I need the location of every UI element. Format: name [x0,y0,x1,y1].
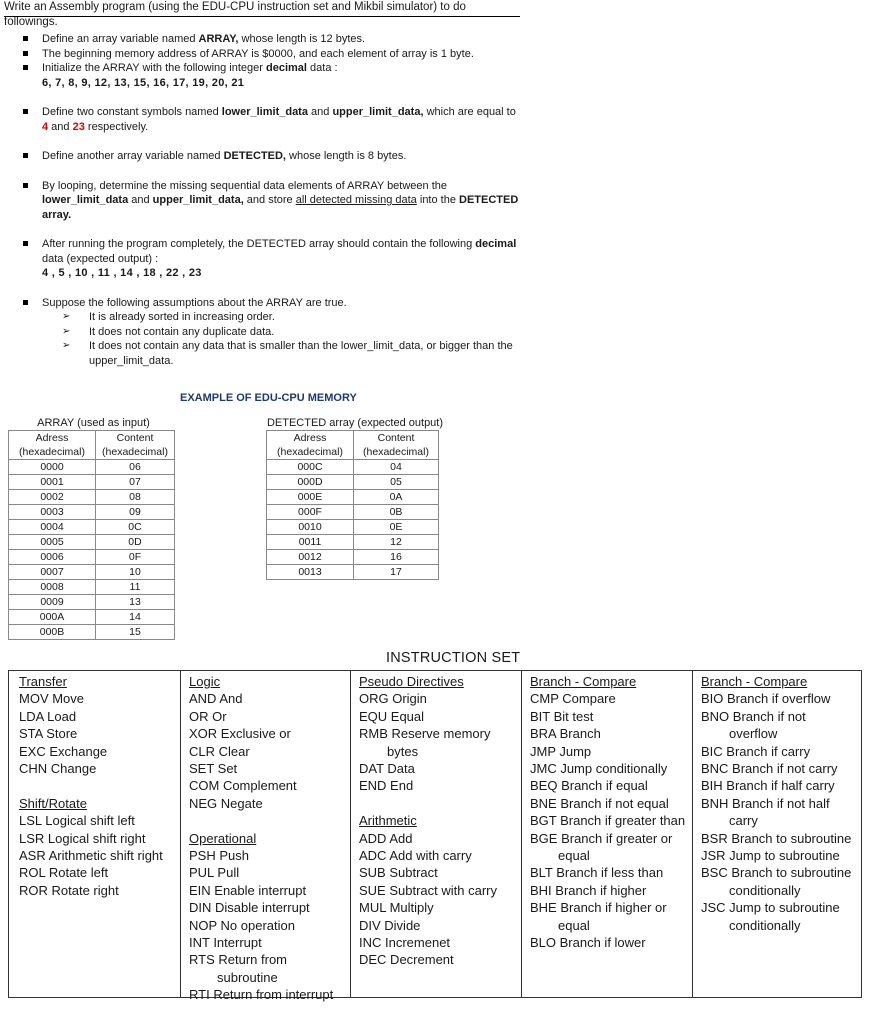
instruction-item: BIH Branch if half carry [701,778,835,794]
content-cell: 05 [354,475,439,490]
instruction-item: EXC Exchange [19,743,108,759]
instruction-item: equal [558,848,590,864]
instruction-item: COM Complement [189,778,297,794]
instruction-item: MUL Multiply [359,900,434,916]
memory-row [9,490,175,505]
address-cell: 0008 [9,580,96,595]
address-cell: 0004 [9,520,96,535]
content-cell: 10 [96,565,175,580]
initial-data: 6, 7, 8, 9, 12, 13, 15, 16, 17, 19, 20, 21 [42,76,245,89]
address-cell: 000E [267,490,354,505]
group-title-shift: Shift/Rotate [19,795,87,811]
group-title-operational: Operational [189,830,257,846]
group-title-arithmetic: Arithmetic [359,813,417,829]
instruction-item: ORG Origin [359,691,427,707]
array-header-address: Adress [9,431,96,446]
instruction-item: MOV Move [19,691,85,707]
memory-row [267,505,439,520]
bullet-initialize: Initialize the ARRAY with the following integer decimal data : 6, 7, 8, 9, 12, 13, 15, 16, 17, 19, 20, 21 [22,61,522,90]
instruction-set-table [8,670,862,1003]
address-cell: 000B [9,625,96,640]
array-header-content: Content [96,431,175,446]
address-cell: 000C [267,460,354,475]
instruction-item: BIO Branch if overflow [701,691,831,707]
address-cell: 0013 [267,565,354,580]
content-cell: 0E [354,520,439,535]
instruction-item: EIN Enable interrupt [189,882,307,898]
content-cell: 0B [354,505,439,520]
requirements-list [22,32,522,368]
instruction-item: NEG Negate [189,795,263,811]
instruction-item: BEQ Branch if equal [530,778,648,794]
assumption-range: ➢ It does not contain any data that is smaller than the lower_limit_data, or bigger than the upper_limit_data. [62,339,522,368]
instruction-item: carry [729,813,758,829]
bullet-assumptions: Suppose the following assumptions about the ARRAY are true. ➢ It is already sorted in increasing order. ➢ It does not contain any duplicate data. ➢ It does not contain any data that is smaller than the lower_limit_data, or bigger than the upper_limit_data. [22,296,522,369]
instruction-item: DIN Disable interrupt [189,900,310,916]
assignment-title: Write an Assembly program (using the EDU-CPU instruction set and Mikbil simulator) to do followings. [4,0,520,17]
content-cell: 04 [354,460,439,475]
instruction-item: BGT Branch if greater than [530,813,686,829]
instruction-item: ADD Add [359,830,413,846]
group-title-branch-1: Branch - Compare [530,674,637,689]
group-title-branch-2: Branch - Compare [701,674,808,689]
instruction-item: BRA Branch [530,726,601,742]
instruction-item: overflow [729,726,778,742]
bullet-looping: By looping, determine the missing sequential data elements of ARRAY between the lower_limit_data and upper_limit_data, and store all detected missing data into the DETECTED array. [22,179,522,223]
bullet-expected-output: After running the program completely, the DETECTED array should contain the following decimal data (expected output) : 4 , 5 , 10 , 11 , 14 , 18 , 22 , 23 [22,237,522,281]
content-cell: 07 [96,475,175,490]
instruction-item: BGE Branch if greater or [530,830,673,846]
instruction-item: JSC Jump to subroutine [701,900,840,916]
instruction-item: LSR Logical shift right [19,830,146,846]
instruction-item: BIT Bit test [530,708,594,724]
address-cell: 000D [267,475,354,490]
instruction-item: conditionally [729,917,801,933]
address-cell: 0010 [267,520,354,535]
memory-row [9,565,175,580]
memory-row [267,460,439,475]
instruction-item: END End [359,778,414,794]
instruction-item: BSC Branch to subroutine [701,865,852,881]
content-cell: 0F [96,550,175,565]
memory-row [9,520,175,535]
assumption-sorted: ➢ It is already sorted in increasing order. [62,310,522,325]
instruction-item: XOR Exclusive or [189,726,291,742]
instruction-item: conditionally [729,882,801,898]
instruction-item: INT Interrupt [189,935,262,951]
col-transfer-shift [9,671,180,997]
detected-header-content: Content [354,431,439,446]
bullet-define-array: Define an array variable named ARRAY, whose length is 12 bytes. [22,32,522,47]
content-cell: 16 [354,550,439,565]
content-cell: 08 [96,490,175,505]
instruction-item: JSR Jump to subroutine [701,848,840,864]
memory-row [267,520,439,535]
bullet-memory-address: The beginning memory address of ARRAY is $0000, and each element of array is 1 byte. [22,47,522,62]
address-cell: 0009 [9,595,96,610]
content-cell: 17 [354,565,439,580]
instruction-item: RTS Return from [189,952,288,968]
memory-row [9,475,175,490]
instruction-item: CHN Change [19,761,97,777]
address-cell: 0005 [9,535,96,550]
memory-row [267,565,439,580]
memory-row [267,550,439,565]
instruction-item: ROL Rotate left [19,865,109,881]
instruction-item: RTI Return from interrupt [189,987,334,1003]
content-cell: 0C [96,520,175,535]
instruction-item: SET Set [189,761,238,777]
instruction-item: BLT Branch if less than [530,865,664,881]
instruction-item: BSR Branch to subroutine [701,830,852,846]
memory-row [9,580,175,595]
instruction-item: ADC Add with carry [359,848,472,864]
address-cell: 000A [9,610,96,625]
instruction-item: BNO Branch if not [701,708,806,724]
detected-header-address-unit: (hexadecimal) [267,445,354,460]
instruction-item: RMB Reserve memory [359,726,491,742]
instruction-item: BLO Branch if lower [530,935,646,951]
address-cell: 0003 [9,505,96,520]
detected-table-block [266,416,444,580]
instruction-item: PUL Pull [189,865,240,881]
memory-row [267,475,439,490]
col-branch-compare-2 [692,671,861,997]
group-title-transfer: Transfer [19,674,67,689]
array-header-content-unit: (hexadecimal) [96,445,175,460]
memory-row [9,595,175,610]
address-cell: 0002 [9,490,96,505]
address-cell: 0012 [267,550,354,565]
col-logic-operational [180,671,350,1003]
content-cell: 13 [96,595,175,610]
instruction-item: CMP Compare [530,691,616,707]
instruction-item: bytes [387,743,419,759]
instruction-item: DAT Data [359,761,415,777]
instruction-item: subroutine [217,969,278,985]
memory-row [267,490,439,505]
memory-row [9,550,175,565]
content-cell: 09 [96,505,175,520]
content-cell: 15 [96,625,175,640]
instruction-item: equal [558,917,590,933]
address-cell: 0001 [9,475,96,490]
memory-row [9,610,175,625]
memory-row [267,535,439,550]
content-cell: 11 [96,580,175,595]
address-cell: 0007 [9,565,96,580]
instruction-item: BNE Branch if not equal [530,795,669,811]
assumption-no-duplicate: ➢ It does not contain any duplicate data. [62,325,522,340]
instruction-item: EQU Equal [359,708,425,724]
instruction-item: SUE Subtract with carry [359,882,497,898]
instruction-item: NOP No operation [189,917,295,933]
group-title-pseudo: Pseudo Directives [359,674,464,689]
detected-header-address: Adress [267,431,354,446]
instruction-item: BNC Branch if not carry [701,761,838,777]
instruction-item: OR Or [189,708,227,724]
col-pseudo-arithmetic [350,671,521,997]
instruction-item: SUB Subtract [359,865,438,881]
instruction-item: DIV Divide [359,917,421,933]
address-cell: 0011 [267,535,354,550]
bullet-constants: Define two constant symbols named lower_limit_data and upper_limit_data, which are equal to 4 and 23 respectively. [22,105,522,134]
bullet-detected-array: Define another array variable named DETECTED, whose length is 8 bytes. [22,149,522,164]
memory-row [9,535,175,550]
memory-row [9,460,175,475]
content-cell: 06 [96,460,175,475]
array-header-address-unit: (hexadecimal) [9,445,96,460]
instruction-set-title: INSTRUCTION SET [386,650,521,666]
instruction-item: ROR Rotate right [19,882,119,898]
detected-table [266,430,439,580]
address-cell: 000F [267,505,354,520]
memory-row [9,625,175,640]
instruction-item: BHE Branch if higher or [530,900,667,916]
instruction-item: STA Store [19,726,78,742]
content-cell: 0D [96,535,175,550]
col-branch-compare-1 [521,671,692,997]
address-cell: 0000 [9,460,96,475]
content-cell: 12 [354,535,439,550]
group-title-logic: Logic [189,674,221,689]
instruction-item: AND And [189,691,243,707]
instruction-item: LSL Logical shift left [19,813,135,829]
instruction-item: BHI Branch if higher [530,882,647,898]
instruction-item: LDA Load [19,708,77,724]
memory-row [9,505,175,520]
instruction-item: JMC Jump conditionally [530,761,668,777]
instruction-item: INC Incremenet [359,935,451,951]
array-table [8,430,175,640]
expected-data: 4 , 5 , 10 , 11 , 14 , 18 , 22 , 23 [42,267,202,279]
instruction-item: ASR Arithmetic shift right [19,848,163,864]
detected-header-content-unit: (hexadecimal) [354,445,439,460]
array-table-caption: ARRAY (used as input) [37,417,150,429]
instruction-item: BNH Branch if not half [701,795,830,811]
instruction-item: DEC Decrement [359,952,454,968]
detected-table-caption: DETECTED array (expected output) [266,417,444,429]
instruction-item: JMP Jump [530,743,592,759]
address-cell: 0006 [9,550,96,565]
instruction-item: BIC Branch if carry [701,743,811,759]
content-cell: 14 [96,610,175,625]
array-table-block [8,416,179,640]
instruction-item: CLR Clear [189,743,250,759]
memory-example-title: EXAMPLE OF EDU-CPU MEMORY [180,392,357,404]
instruction-item: PSH Push [189,848,249,864]
content-cell: 0A [354,490,439,505]
